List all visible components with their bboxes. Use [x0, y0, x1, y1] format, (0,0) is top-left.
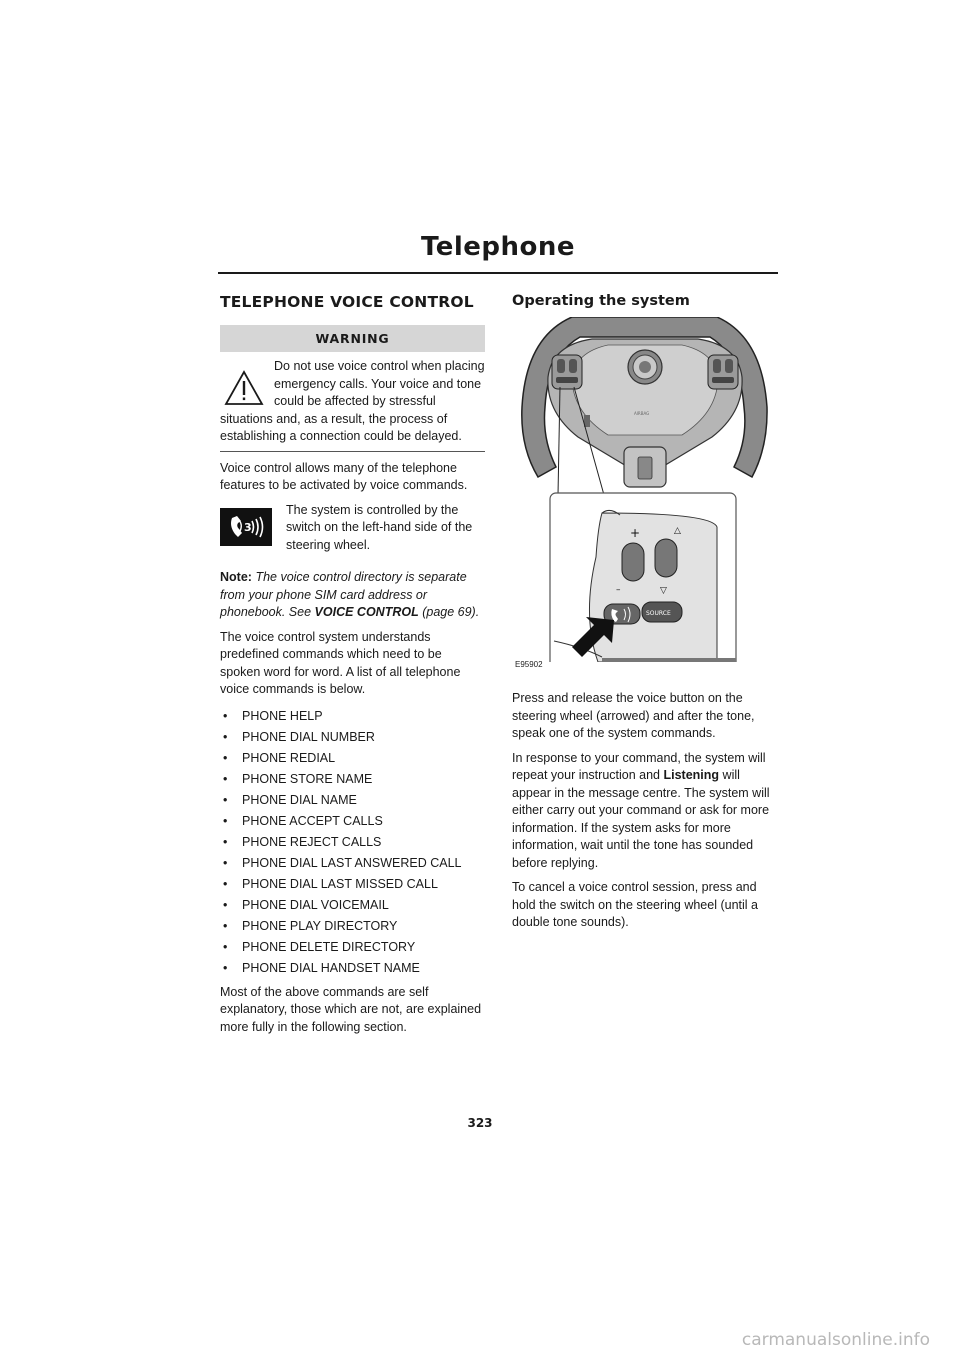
para2-before: In response to your command, the system will repeat your instruction and [512, 750, 766, 782]
source-button-label: SOURCE [646, 610, 671, 617]
warning-box [220, 325, 485, 452]
list-intro-paragraph: The voice control system understands predefined commands which need to be spoken word for word. A list of all telephone voice commands is below. [220, 629, 461, 696]
list-item: • PHONE DIAL HANDSET NAME [220, 958, 485, 979]
svg-text:+: + [630, 526, 641, 540]
warning-text: Do not use voice control when placing emergency calls. Your voice and tone could be affected by stressful situations and, as a result, the process of establishing a connection could be delayed. [220, 359, 485, 443]
svg-text:▽: ▽ [660, 586, 667, 596]
voice-control-reference-link[interactable]: VOICE CONTROL [314, 605, 419, 619]
note-paragraph [220, 569, 485, 622]
page-title: Telephone [420, 232, 576, 262]
warning-body [220, 352, 485, 451]
list-item: • PHONE PLAY DIRECTORY [220, 916, 485, 937]
listening-keyword: Listening [663, 768, 720, 782]
warning-label: WARNING [220, 325, 485, 352]
warning-triangle-icon [224, 370, 264, 406]
svg-text:3: 3 [244, 520, 252, 534]
watermark: carmanualsonline.info [741, 1330, 930, 1350]
closing-paragraph: Most of the above commands are self explanatory, those which are not, are explained more fully in the following section. [220, 984, 482, 1034]
svg-text:–: – [616, 585, 621, 595]
voice-switch-row [220, 502, 485, 562]
steering-wheel-illustration [512, 317, 777, 662]
voice-switch-text: The system is controlled by the switch on the left-hand side of the steering wheel. [286, 502, 473, 552]
instruction-paragraph-1: Press and release the voice button on the steering wheel (arrowed) and after the tone, speak one of the system commands. [512, 691, 755, 740]
svg-text:AIRBAG: AIRBAG [634, 411, 650, 416]
note-text: The voice control directory is separate from your phone SIM card address or phonebook. See [220, 570, 467, 619]
command-list [220, 706, 485, 979]
para2-after: will appear in the message centre. The system will either carry out your command or ask for more information. If the system asks for more information, wait until the tone has sounded before replying. [512, 768, 770, 870]
list-item: • PHONE DIAL NUMBER [220, 727, 485, 748]
list-item: • PHONE STORE NAME [220, 769, 485, 790]
page-number: 323 [467, 1116, 493, 1130]
section-title: TELEPHONE VOICE CONTROL [220, 293, 474, 311]
left-column [220, 290, 485, 1043]
list-item: • PHONE ACCEPT CALLS [220, 811, 485, 832]
intro-paragraph: Voice control allows many of the telephone features to be activated by voice commands. [220, 460, 468, 492]
list-item: • PHONE DELETE DIRECTORY [220, 937, 485, 958]
list-item: • PHONE DIAL LAST ANSWERED CALL [220, 853, 485, 874]
svg-text:△: △ [674, 526, 681, 536]
instruction-paragraph-2 [512, 750, 777, 873]
figure-label: E95902 [515, 660, 543, 669]
note-label: Note: [220, 570, 252, 584]
voice-control-phone-icon [220, 508, 272, 546]
right-column [512, 290, 777, 939]
list-item: • PHONE DIAL NAME [220, 790, 485, 811]
note-page-ref: (page 69). [422, 605, 480, 619]
list-item: • PHONE HELP [220, 706, 485, 727]
instruction-paragraph-3: To cancel a voice control session, press and hold the switch on the steering wheel (until a double tone sounds). [512, 880, 758, 929]
list-item: • PHONE DIAL VOICEMAIL [220, 895, 485, 916]
list-item: • PHONE REJECT CALLS [220, 832, 485, 853]
header-rule [218, 272, 778, 274]
list-item: • PHONE REDIAL [220, 748, 485, 769]
steering-wheel-figure [512, 317, 777, 682]
list-item: • PHONE DIAL LAST MISSED CALL [220, 874, 485, 895]
sub-title: Operating the system [512, 293, 690, 309]
